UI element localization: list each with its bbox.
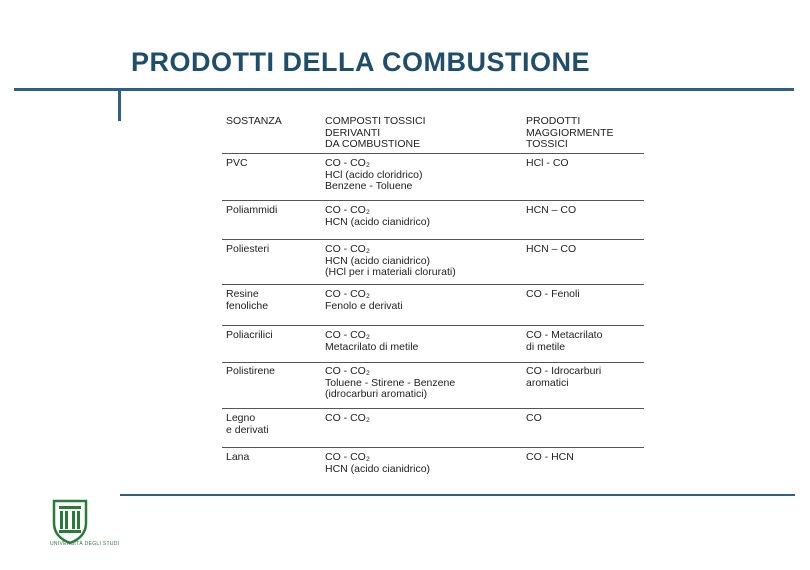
cell-composti xyxy=(325,413,370,425)
cell-sostanza xyxy=(226,330,273,342)
cell-sostanza xyxy=(226,205,277,217)
row-separator xyxy=(222,153,644,154)
cell-sostanza-line: Poliammidi xyxy=(226,204,278,216)
cell-prodotti xyxy=(526,452,574,464)
cell-composti-line: HCN (acido cianidrico) xyxy=(325,462,431,475)
header-composti xyxy=(325,116,426,151)
cell-prodotti xyxy=(526,330,602,353)
cell-sostanza xyxy=(226,452,249,464)
slide-title: PRODOTTI DELLA COMBUSTIONE xyxy=(131,47,590,77)
cell-composti-line: CO - CO₂ xyxy=(325,412,370,424)
cell-sostanza-line: PVC xyxy=(226,157,248,169)
cell-sostanza xyxy=(226,158,248,170)
row-separator xyxy=(222,200,644,201)
header-prodotti-line: TOSSICI xyxy=(526,138,568,150)
cell-prodotti xyxy=(526,289,580,301)
cell-sostanza-line: Legno xyxy=(226,412,256,424)
cell-composti-line: CO - CO₂ xyxy=(325,365,370,377)
header-sostanza-line: SOSTANZA xyxy=(226,115,282,127)
cell-composti-line: CO - CO₂ xyxy=(325,329,370,341)
cell-prodotti-line: CO - Metacrilato xyxy=(526,329,603,341)
row-separator xyxy=(222,325,644,326)
header-sostanza xyxy=(226,116,282,128)
cell-prodotti-line: CO - Idrocarburi xyxy=(526,365,602,377)
title-underline xyxy=(14,88,794,91)
header-composti-line: COMPOSTI TOSSICI xyxy=(325,115,426,127)
cell-sostanza-line: fenoliche xyxy=(226,299,269,312)
cell-composti xyxy=(325,244,456,279)
cell-composti-line: HCN (acido cianidrico) xyxy=(325,215,431,228)
title-accent-bar xyxy=(118,91,121,121)
cell-composti-line: CO - CO₂ xyxy=(325,243,370,255)
cell-composti xyxy=(325,205,430,228)
header-prodotti-line: MAGGIORMENTE xyxy=(526,126,614,139)
cell-prodotti-line: CO - HCN xyxy=(526,451,574,463)
combustion-products-table xyxy=(222,116,644,476)
cell-prodotti-line: CO xyxy=(526,412,542,424)
header-prodotti-line: PRODOTTI xyxy=(526,115,581,127)
cell-prodotti-line: di metile xyxy=(526,340,566,353)
cell-composti xyxy=(325,366,455,401)
cell-composti-line: Fenolo e derivati xyxy=(325,299,403,312)
cell-prodotti-line: aromatici xyxy=(526,376,569,389)
cell-composti-line: HCl (acido cloridrico) xyxy=(325,168,423,181)
cell-composti xyxy=(325,330,418,353)
cell-composti-line: (idrocarburi aromatici) xyxy=(325,388,428,400)
header-composti-line: DERIVANTI xyxy=(325,126,381,139)
cell-composti-line: CO - CO₂ xyxy=(325,157,370,169)
row-separator xyxy=(222,284,644,285)
cell-sostanza xyxy=(226,289,268,312)
cell-composti-line: Toluene - Stirene - Benzene xyxy=(325,376,456,389)
cell-sostanza-line: Polistirene xyxy=(226,365,276,377)
cell-sostanza xyxy=(226,366,275,378)
header-composti-line: DA COMBUSTIONE xyxy=(325,138,421,150)
header-prodotti xyxy=(526,116,614,151)
cell-sostanza-line: Lana xyxy=(226,451,250,463)
cell-composti-line: (HCl per i materiali clorurati) xyxy=(325,266,456,278)
cell-prodotti-line: HCN – CO xyxy=(526,204,577,216)
cell-prodotti-line: CO - Fenoli xyxy=(526,288,580,300)
cell-composti-line: Benzene - Toluene xyxy=(325,180,413,192)
cell-composti xyxy=(325,289,403,312)
cell-composti-line: CO - CO₂ xyxy=(325,451,370,463)
logo-caption: UNIVERSITÀ DEGLI STUDI xyxy=(50,541,120,547)
cell-prodotti-line: HCl - CO xyxy=(526,157,569,169)
row-separator xyxy=(222,362,644,363)
cell-prodotti xyxy=(526,366,601,389)
row-separator xyxy=(222,239,644,240)
cell-prodotti xyxy=(526,244,576,256)
cell-composti-line: CO - CO₂ xyxy=(325,288,370,300)
cell-sostanza xyxy=(226,244,269,256)
cell-composti-line: HCN (acido cianidrico) xyxy=(325,254,431,267)
row-separator xyxy=(222,447,644,448)
cell-prodotti xyxy=(526,413,542,425)
cell-prodotti xyxy=(526,205,576,217)
row-separator xyxy=(222,408,644,409)
cell-sostanza-line: e derivati xyxy=(226,423,269,436)
cell-composti-line: CO - CO₂ xyxy=(325,204,370,216)
cell-sostanza-line: Poliesteri xyxy=(226,243,270,255)
cell-sostanza xyxy=(226,413,269,436)
cell-composti xyxy=(325,158,422,193)
cell-sostanza-line: Resine xyxy=(226,288,259,300)
cell-composti-line: Metacrilato di metile xyxy=(325,340,419,353)
cell-prodotti-line: HCN – CO xyxy=(526,243,577,255)
footer-rule xyxy=(120,494,795,496)
cell-prodotti xyxy=(526,158,569,170)
cell-sostanza-line: Poliacrilici xyxy=(226,329,273,341)
cell-composti xyxy=(325,452,430,475)
